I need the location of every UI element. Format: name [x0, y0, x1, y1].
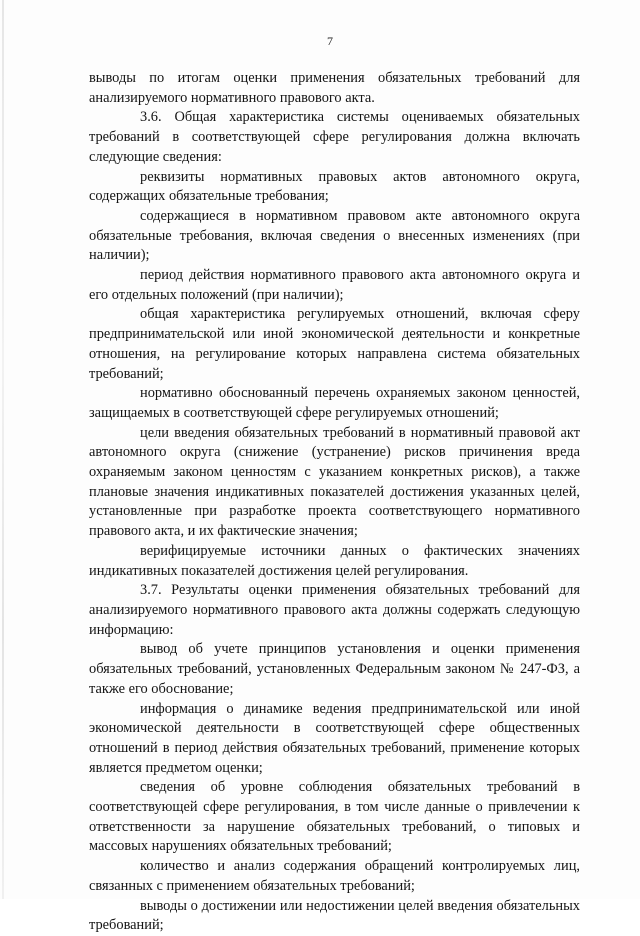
document-body: [89, 69, 580, 936]
paragraph-4: содержащиеся в нормативном правовом акте автономного округа обязательные требования, включая сведения о внесенных изменениях (при наличии);: [89, 207, 580, 264]
paragraph-13: сведения об уровне соблюдения обязательных требований в соответствующей сфере регулирования, в том числе данные о привлечении к ответственности за нарушение обязательных требований, о типовых и массовых нарушениях обязательных требований;: [89, 779, 580, 855]
paragraph-11: вывод об учете принципов установления и оценки применения обязательных требований, установленных Федеральным законом № 247-ФЗ, а также его обоснование;: [89, 641, 580, 697]
paragraph-2: 3.6. Общая характеристика системы оцениваемых обязательных требований в соответствующей сфере регулирования должна включать следующие сведения:: [89, 109, 580, 165]
paragraph-5: период действия нормативного правового акта автономного округа и его отдельных положений (при наличии);: [89, 267, 580, 303]
page-number: 7: [327, 34, 333, 48]
paragraph-14: количество и анализ содержания обращений контролируемых лиц, связанных с применением обязательных требований;: [89, 858, 580, 894]
paragraph-8: цели введения обязательных требований в нормативный правовой акт автономного округа (снижение (устранение) рисков причинения вреда охраняемым законом ценностям с указанием конкретных рисков), а также плановые значения индикативных показателей достижения указанных целей, установленные при разработке проекта соответствующего нормативного правового акта, и их фактические значения;: [89, 424, 580, 540]
paragraph-10: 3.7. Результаты оценки применения обязательных требований для анализируемого нормативного правового акта должны содержать следующую информацию:: [89, 582, 580, 638]
paragraph-1: выводы по итогам оценки применения обязательных требований для анализируемого нормативного правового акта.: [89, 70, 580, 106]
paragraph-9: верифицируемые источники данных о фактических значениях индикативных показателей достижения целей регулирования.: [89, 542, 580, 579]
paragraph-12: информация о динамике ведения предпринимательской или иной экономической деятельности в соответствующей сфере общественных отношений в период действия обязательных требований, применение которых является предметом оценки;: [89, 700, 580, 776]
paragraph-15: выводы о достижении или недостижении целей введения обязательных требований;: [89, 897, 580, 934]
scan-edge-shadow: [2, 0, 4, 899]
paragraph-6: общая характеристика регулируемых отношений, включая сферу предпринимательской или иной экономической деятельности и конкретные отношения, на регулирование которых направлена система обязательных требований;: [89, 306, 580, 382]
paragraph-3: реквизиты нормативных правовых актов автономного округа, содержащих обязательные требования;: [89, 168, 580, 205]
paragraph-7: нормативно обоснованный перечень охраняемых законом ценностей, защищаемых в соответствующей сфере регулируемых отношений;: [89, 385, 580, 421]
